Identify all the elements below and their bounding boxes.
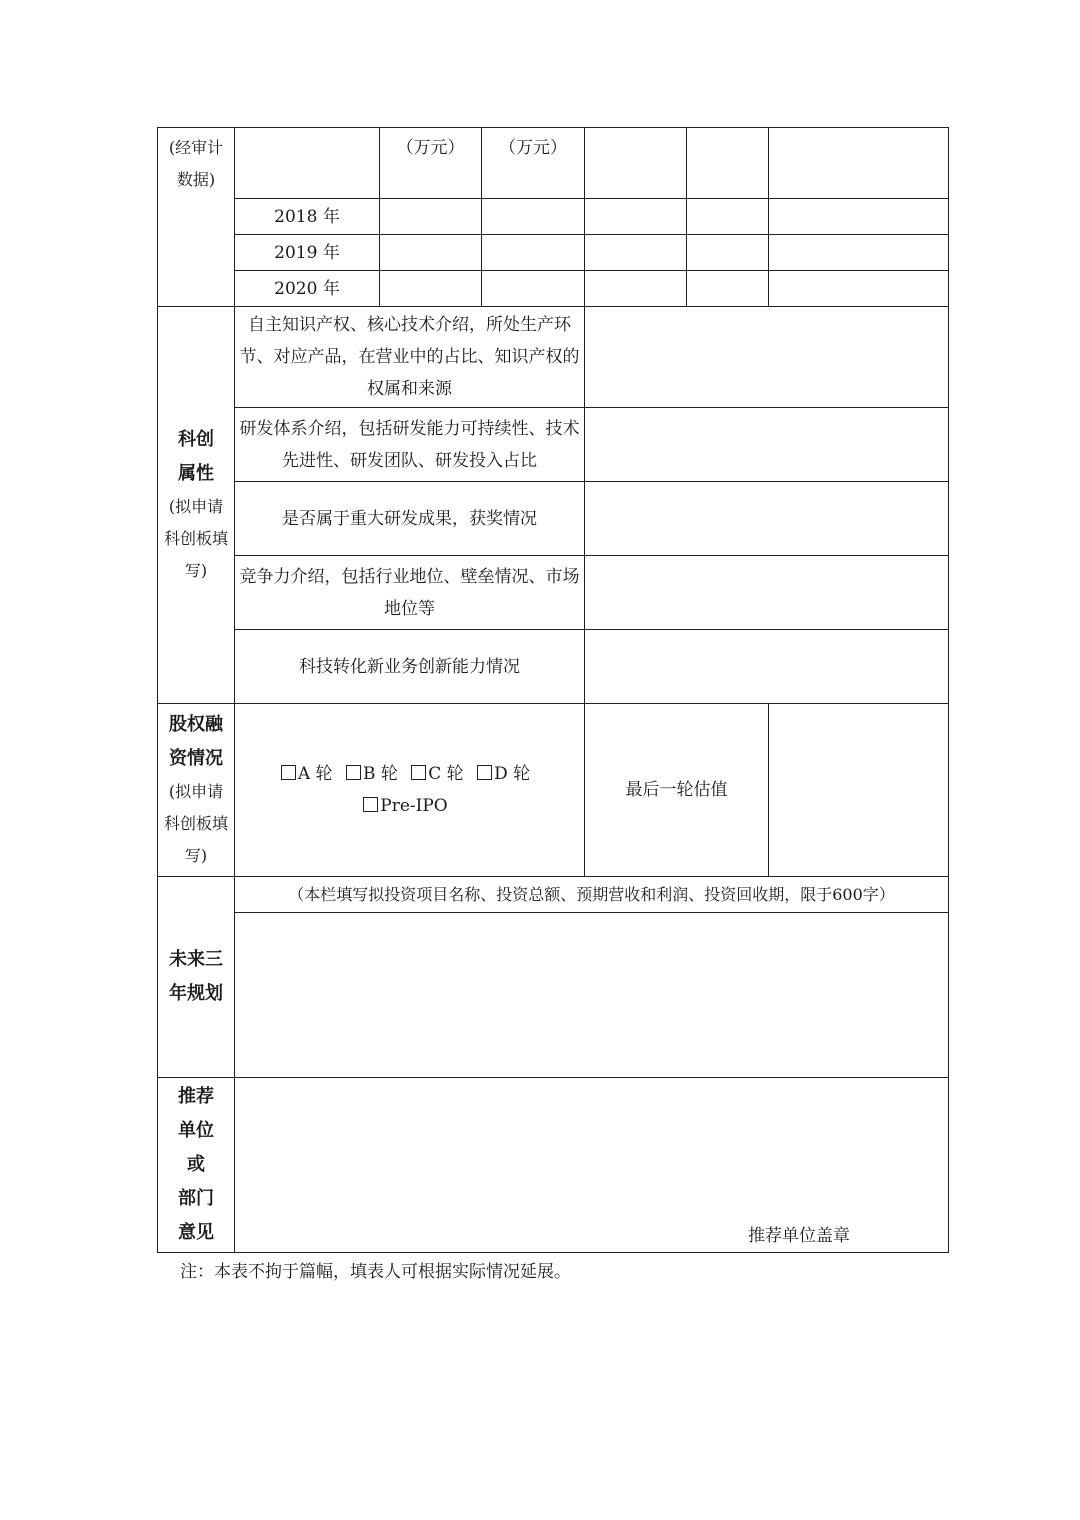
finance-cell[interactable]: [769, 128, 949, 199]
finance-cell[interactable]: [687, 235, 769, 271]
finance-cell[interactable]: [687, 271, 769, 307]
equity-label-cell: [158, 704, 235, 877]
funding-round-options: [235, 704, 585, 877]
checkbox-icon[interactable]: [363, 797, 378, 812]
finance-cell[interactable]: [482, 235, 585, 271]
finance-cell[interactable]: [585, 235, 687, 271]
round-option-b[interactable]: B 轮: [346, 764, 398, 784]
audit-label: (经审计数据): [168, 138, 224, 189]
innovation-answer-rd[interactable]: [585, 408, 949, 482]
valuation-label: 最后一轮估值: [585, 704, 769, 877]
recommend-label-cell: [158, 1078, 235, 1253]
year-label-2018: 2018 年: [235, 199, 380, 235]
finance-cell[interactable]: [585, 128, 687, 199]
finance-cell[interactable]: [769, 235, 949, 271]
finance-cell[interactable]: [769, 271, 949, 307]
plan-hint: （本栏填写拟投资项目名称、投资总额、预期营收和利润、投资回收期，限于600字）: [235, 877, 949, 913]
innovation-answer-competition[interactable]: [585, 556, 949, 630]
innovation-answer-conversion[interactable]: [585, 630, 949, 704]
finance-cell[interactable]: [769, 199, 949, 235]
finance-cell[interactable]: [482, 199, 585, 235]
plan-label-cell: [158, 877, 235, 1078]
finance-header-blank: [235, 128, 380, 199]
recommend-label-3: 或: [187, 1154, 205, 1175]
innovation-item-conversion: 科技转化新业务创新能力情况: [235, 630, 585, 704]
finance-cell[interactable]: [380, 271, 482, 307]
innovation-answer-ip[interactable]: [585, 307, 949, 408]
checkbox-icon[interactable]: [411, 765, 426, 780]
round-option-c[interactable]: C 轮: [411, 764, 463, 784]
finance-cell[interactable]: [585, 199, 687, 235]
plan-label: 未来三年规划: [169, 949, 223, 1004]
innovation-label-1: 科创: [178, 429, 214, 450]
recommend-label-4: 部门: [178, 1188, 214, 1209]
footnote: 注：本表不拘于篇幅，填表人可根据实际情况延展。: [180, 1262, 571, 1282]
finance-cell[interactable]: [380, 199, 482, 235]
recommend-label-2: 单位: [178, 1120, 214, 1141]
innovation-item-awards: 是否属于重大研发成果，获奖情况: [235, 482, 585, 556]
recommend-label-5: 意见: [178, 1222, 214, 1243]
finance-cell[interactable]: [585, 271, 687, 307]
recommend-label-1: 推荐: [178, 1086, 214, 1107]
unit-cell-col4: （万元）: [482, 128, 585, 199]
finance-cell[interactable]: [687, 128, 769, 199]
year-label-2019: 2019 年: [235, 235, 380, 271]
checkbox-icon[interactable]: [281, 765, 296, 780]
checkbox-icon[interactable]: [346, 765, 361, 780]
innovation-answer-awards[interactable]: [585, 482, 949, 556]
innovation-item-ip: 自主知识产权、核心技术介绍，所处生产环节、对应产品，在营业中的占比、知识产权的权属和来源: [235, 307, 585, 408]
equity-label-2: 资情况: [169, 748, 223, 769]
finance-cell[interactable]: [687, 199, 769, 235]
checkbox-icon[interactable]: [477, 765, 492, 780]
application-form-table: [157, 127, 949, 1253]
audit-label-cell: [158, 128, 235, 307]
innovation-item-rd: 研发体系介绍，包括研发能力可持续性、技术先进性、研发团队、研发投入占比: [235, 408, 585, 482]
round-option-d[interactable]: D 轮: [477, 764, 530, 784]
innovation-label-2: 属性: [178, 463, 214, 484]
finance-cell[interactable]: [482, 271, 585, 307]
round-option-preipo[interactable]: Pre-IPO: [363, 796, 447, 816]
innovation-note: (拟申请科创板填写): [163, 497, 228, 580]
innovation-label-cell: [158, 307, 235, 704]
plan-input[interactable]: [235, 913, 949, 1078]
seal-label: 推荐单位盖章: [748, 1226, 850, 1246]
round-option-a[interactable]: A 轮: [281, 764, 333, 784]
year-label-2020: 2020 年: [235, 271, 380, 307]
innovation-item-competition: 竞争力介绍，包括行业地位、壁垒情况、市场地位等: [235, 556, 585, 630]
finance-cell[interactable]: [380, 235, 482, 271]
unit-cell-col3: （万元）: [380, 128, 482, 199]
valuation-input[interactable]: [769, 704, 949, 877]
equity-note: (拟申请科创板填写): [163, 782, 228, 865]
equity-label-1: 股权融: [169, 714, 223, 735]
